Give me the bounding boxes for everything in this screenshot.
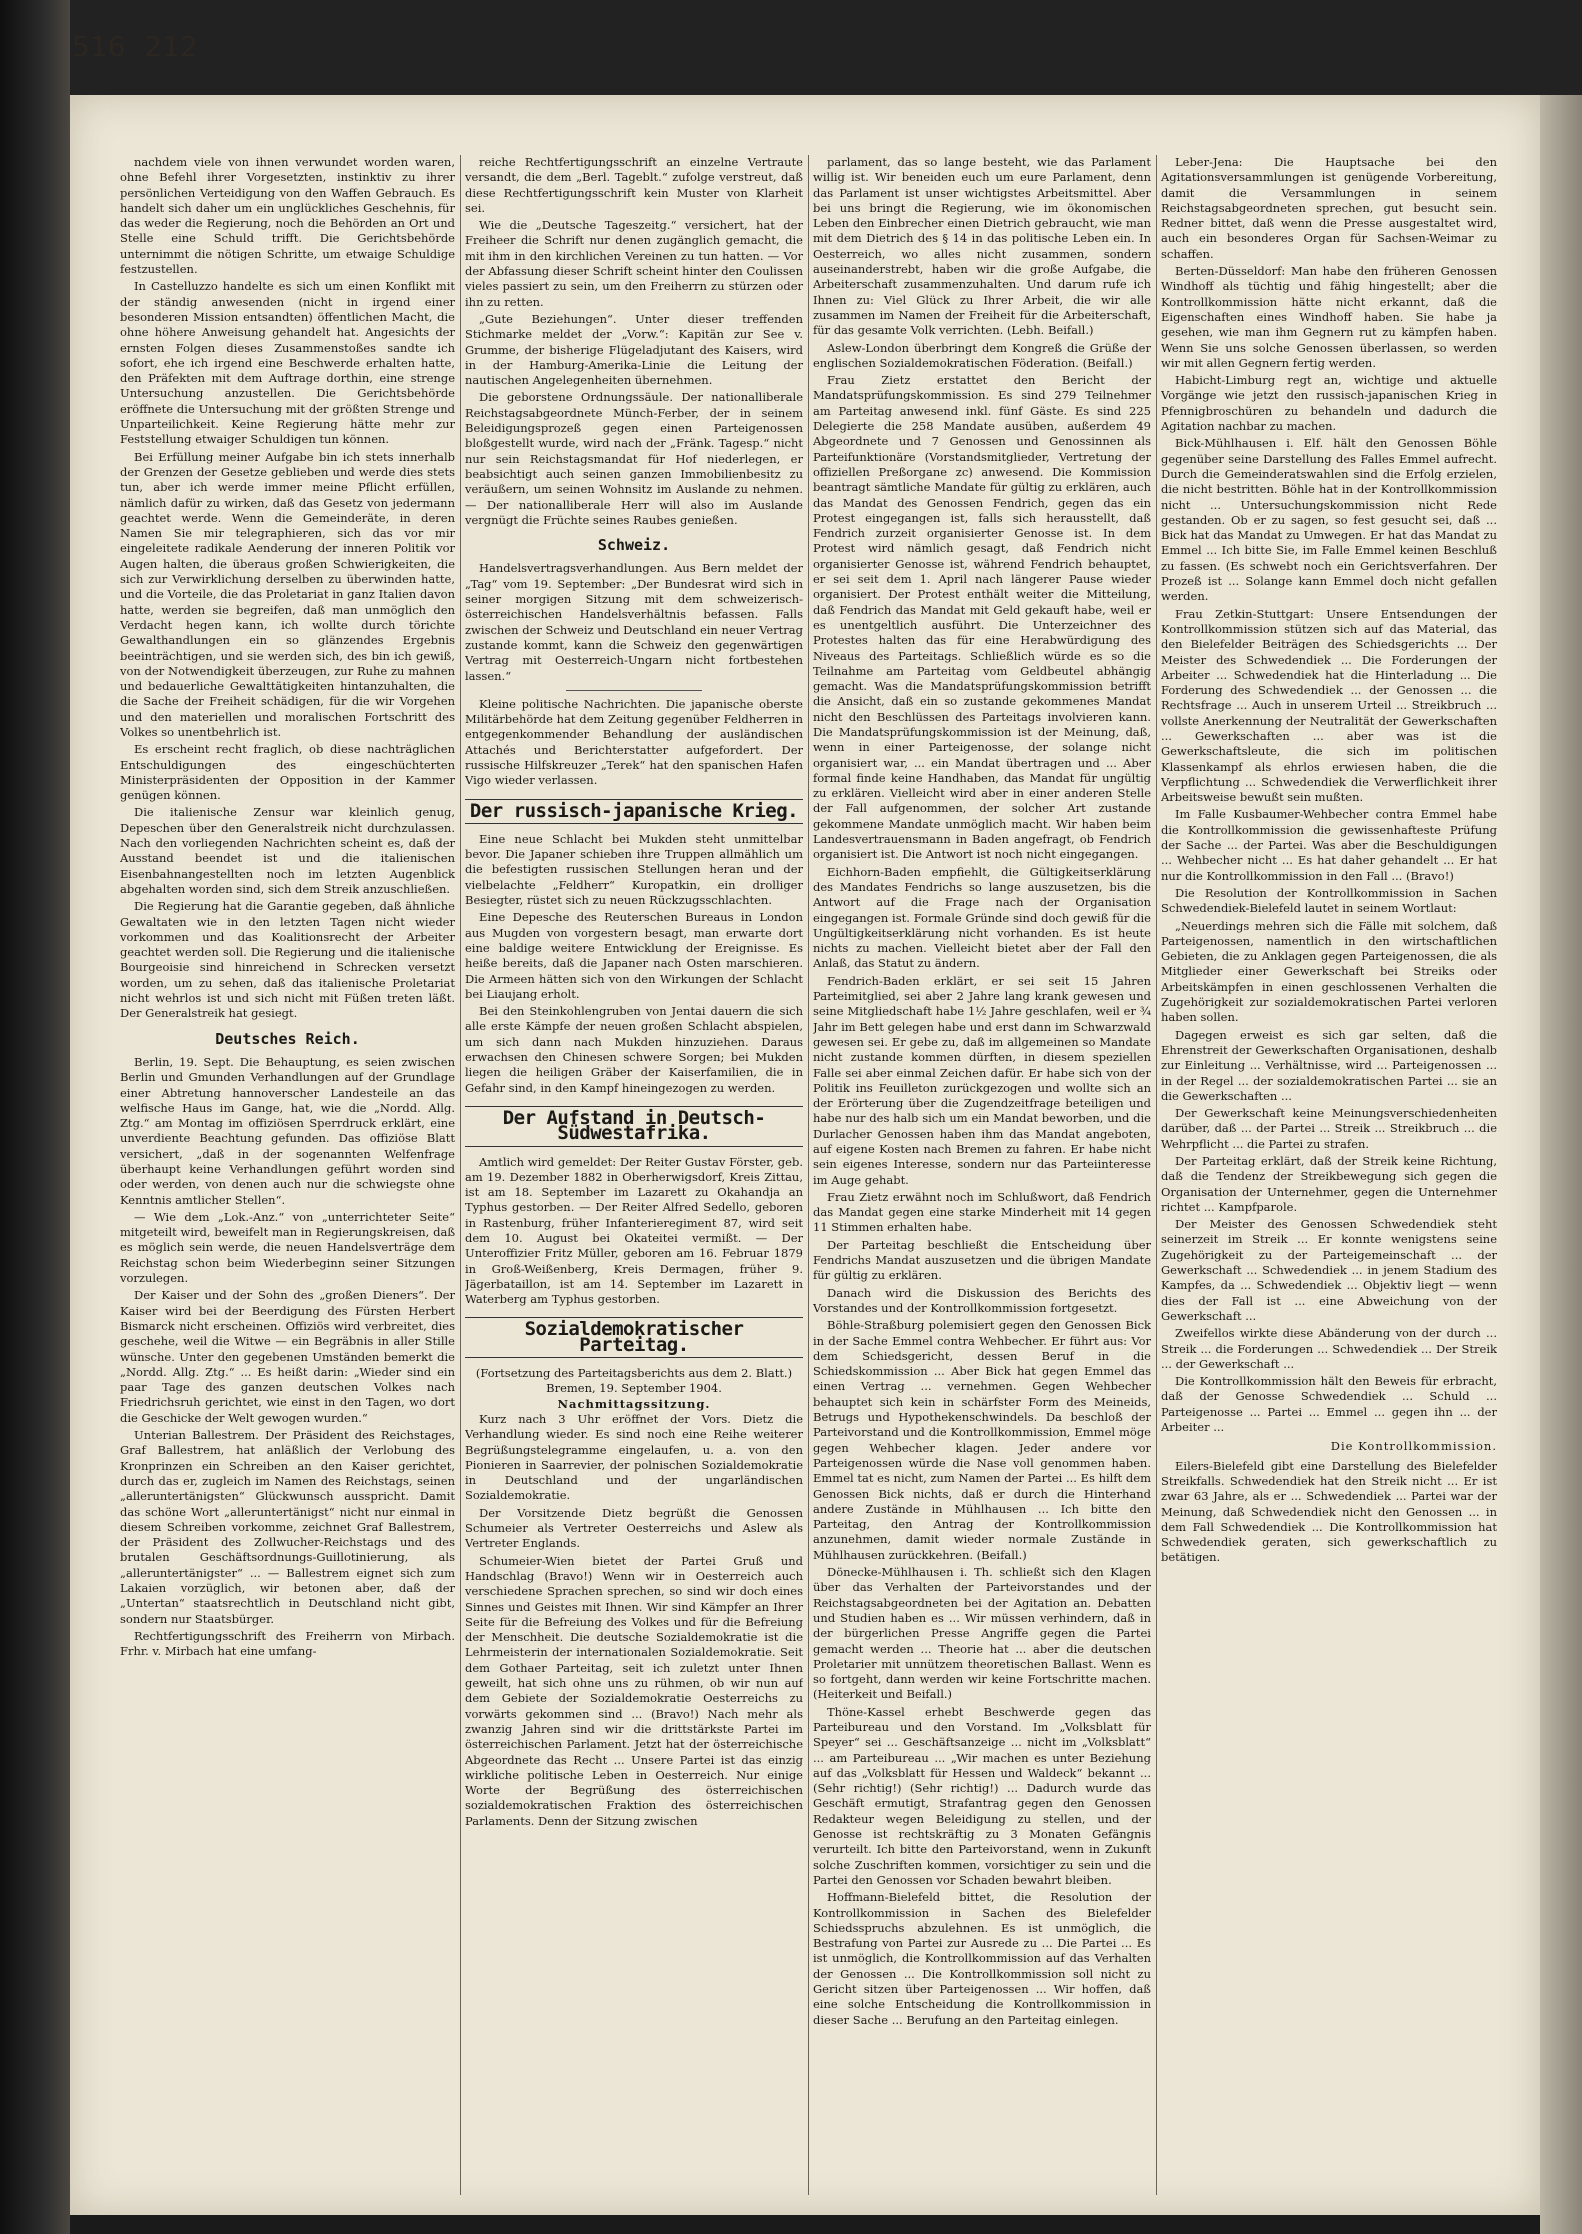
column-rule — [808, 155, 809, 2195]
article-paragraph: Der Parteitag erklärt, daß der Streik keine Richtung, daß die Tendenz der Streikbewegung sich gegen die Organisation der Unternehmer, gegen die Unternehmer richtet ... Kampfparole. — [1161, 1154, 1497, 1214]
article-paragraph: Kleine politische Nachrichten. Die japanische oberste Militärbehörde hat dem Zeitung gegenüber Feldherren in entgegenkommender Behandlung der ausländischen Attachés und Berichterstatter aufgefordert. Der russische Hilfskreuzer „Terek“ hat den spanischen Hafen Vigo wieder verlassen. — [465, 696, 803, 788]
article-paragraph: Handelsvertragsverhandlungen. Aus Bern meldet der „Tag“ vom 19. September: „Der Bundesrat wird sich in seiner morgigen Sitzung mit dem schweizerisch-österreichischen Handelsverhältnis befassen. Falls zwischen der Schweiz und Deutschland ein neuer Vertrag zustande kommt, kann die Schweiz den gegenwärtigen Vertrag mit Oesterreich-Ungarn nicht fortbestehen lassen.“ — [465, 561, 803, 683]
article-paragraph: Hoffmann-Bielefeld bittet, die Resolution der Kontrollkommission in Sachen des Bielefelder Schiedsspruchs abzulehnen. Es ist unmöglich, die Bestrafung von Partei zur Ausrede zu ... Die Partei ... Es ist unmöglich, die Kontrollkommission auf das Verhalten der Genossen ... Die Kontrollkommission soll nicht zu Gericht sitzen über Parteigenossen ... Wir hoffen, daß eine solche Entscheidung die Kontrollkommission in dieser Sache ... Berufung an den Parteitag einlegen. — [813, 1890, 1151, 2027]
section-heading: Sozialdemokratischer Parteitag. — [465, 1317, 803, 1358]
column-4 — [1161, 155, 1497, 2195]
article-paragraph: Bei den Steinkohlengruben von Jentai dauern die sich alle erste Kämpfe der neuen großen Schlacht abspielen, um sich dann nach Mukden hinzuziehen. Daraus erwachsen den Chinesen schwere Sorgen; bei Mukden liegen die heiligen Gräber der Kaiserfamilien, die in Gefahr sind, in den Kampf hineingezogen zu werden. — [465, 1004, 803, 1095]
newspaper-page — [70, 95, 1540, 2215]
article-paragraph: parlament, das so lange besteht, wie das Parlament willig ist. Wir beneiden euch um eure Parlament, denn das Parlament ist unser wichtigstes Arbeitsmittel. Aber bei uns bringt die Regierung, wie im ökonomischen Leben den Einbrecher einen Dietrich gebraucht, wie man mit dem Dietrich des § 14 in das politische Leben ein. In Oesterreich, wo alles nicht zusammen, sondern auseinanderstrebt, haben wir die große Aufgabe, die Arbeiterschaft zusammenzuhalten. Und darum rufe ich Ihnen zu: Viel Glück zu Ihrer Arbeit, die wir alle zusammen im Namen der Freiheit für die Arbeiterschaft, für das gesamte Volk verrichten. (Lebh. Beifall.) — [813, 155, 1151, 338]
article-paragraph: In Castelluzzo handelte es sich um einen Konflikt mit der ständig anwesenden (nicht in irgend einer besonderen Mission entsandten) öffentlichen Macht, die ohne höhere Anweisung gehandelt hat. Angesichts der ernsten Folgen dieses Zusammenstoßes sandte ich sofort, ehe ich irgend eine Beschwerde erhalten hatte, den Präfekten mit dem Auftrage dorthin, eine strenge Untersuchung anzustellen. Die Gerichtsbehörde eröffnete die Untersuchung mit der größten Strenge und Unparteilichkeit. Keine Regierung hätte mehr zur Feststellung etwaiger Schuldigen tun können. — [120, 279, 455, 447]
section-heading: Der Aufstand in Deutsch-Südwestafrika. — [465, 1106, 803, 1147]
article-paragraph: Die Regierung hat die Garantie gegeben, daß ähnliche Gewaltaten wie in den letzten Tagen nicht wieder vorkommen und das Koalitionsrecht der Arbeiter geachtet werden soll. Die Regierung und die italienische Bourgeoisie sind hinreichend in Schrecken versetzt worden, um zu sehen, daß das italienische Proletariat nicht wehrlos ist und sich nicht mit Füßen treten läßt. Der Generalstreik hat gesiegt. — [120, 899, 455, 1021]
article-paragraph: Der Vorsitzende Dietz begrüßt die Genossen Schumeier als Vertreter Oesterreichs und Aslew als Vertreter Englands. — [465, 1505, 803, 1551]
section-heading: Der russisch-japanische Krieg. — [465, 799, 803, 824]
article-paragraph: Der Gewerkschaft keine Meinungsverschiedenheiten darüber, daß ... der Partei ... Streik ... Streikbruch ... die Wehrpflicht ... die Partei zu strafen. — [1161, 1106, 1497, 1151]
article-paragraph: Eine Depesche des Reuterschen Bureaus in London aus Mugden von vorgestern besagt, man erwarte dort eine baldige weitere Entwicklung der Ereignisse. Es heiße bereits, daß die Japaner nach Osten marschieren. Die Armeen hätten sich von den Wirkungen der Schlacht bei Liaujang erholt. — [465, 910, 803, 1001]
divider — [566, 690, 701, 691]
column-1 — [120, 155, 455, 2195]
page-number — [72, 30, 198, 63]
article-paragraph: Habicht-Limburg regt an, wichtige und aktuelle Vorgänge wie jetzt den russisch-japanischen Krieg in Pfennigbroschüren zu behandeln und dadurch die Agitation nachbar zu machen. — [1161, 373, 1497, 434]
article-paragraph: reiche Rechtfertigungsschrift an einzelne Vertraute versandt, die dem „Berl. Tageblt.“ zufolge verstreut, daß diese Rechtfertigungsschrift kein Muster von Klarheit sei. — [465, 155, 803, 215]
signature: Die Kontrollkommission. — [1330, 1439, 1497, 1454]
article-paragraph: Unterian Ballestrem. Der Präsident des Reichstages, Graf Ballestrem, hat anläßlich der Verlobung des Kronprinzen ein Schreiben an den Kaiser gerichtet, durch das er, zugleich im Namen des Reichstags, seinen „alleruntertänigsten“ Glückwunsch ausspricht. Damit das schöne Wort „alleruntertänigst“ nicht nur einmal in diesem Schreiben vorkomme, zeichnet Graf Ballestrem, der Präsident des Zollwucher-Reichstags und des brutalen Geschäftsordnungs-Guillotinierung, als „alleruntertänigster“ ... — Ballestrem eignet sich zum Lakaien vorzüglich, wir betonen aber, daß der „Untertan“ staatsrechtlich in Deutschland nicht gibt, sondern nur Staatsbürger. — [120, 1428, 455, 1626]
article-paragraph: Eine neue Schlacht bei Mukden steht unmittelbar bevor. Die Japaner schieben ihre Truppen allmählich um die befestigten russischen Stellungen heran und der vielbelachte „Feldherr“ Kuropatkin, ein drolliger Besiegter, rüstet sich zu neuen Rückzugsschlachten. — [465, 831, 803, 908]
article-paragraph: Frau Zetkin-Stuttgart: Unsere Entsendungen der Kontrollkommission stützen sich auf das Material, das den Bielefelder Beiträgen des Schiedsgerichts ... Der Meister des Schwedendiek ... Die Forderungen der Arbeiter ... Schwedendiek hat die Hinterladung ... Die Forderung des Schwedendiek ... der Genossen ... die Rechtsfrage ... Auch in unserem Urteil ... Streikbruch ... vollste Anerkennung der Neutralität der Gewerkschaften ... Gewerkschaften ... aber was ist die Gewerkschaftsleute, die sich im politischen Klassenkampf als ehrlos erwiesen haben, die die Verpflichtung ... Schwedendiek die Verwerflichkeit ihrer Arbeitsweise bewußt sein mußten. — [1161, 606, 1497, 805]
page-number-print: 516 — [72, 30, 126, 63]
article-paragraph: Amtlich wird gemeldet: Der Reiter Gustav Förster, geb. am 19. Dezember 1882 in Oberherwigsdorf, Kreis Zittau, ist am 18. September im Lazarett zu Okahandja an Typhus gestorben. — Der Reiter Alfred Sedello, geboren in Rastenburg, früher Infanterieregiment 87, wird seit dem 10. August bei Okateitei vermißt. — Der Unteroffizier Fritz Müller, geboren am 16. Februar 1879 in Groß-Weißenberg, Kreis Dermagen, früher 9. Jägerbataillon, ist am 14. September im Lazarett in Waterberg am Typhus gestorben. — [465, 1154, 803, 1307]
article-paragraph: Wie die „Deutsche Tageszeitg.“ versichert, hat der Freiheer die Schrift nur denen zugänglich gemacht, die mit ihm in den kirchlichen Vereinen zu tun hatten. — Vor der Abfassung dieser Schrift scheint hinter den Coulissen vieles passiert zu sein, um den Freiherrn zu stürzen oder ihn zu retten. — [465, 218, 803, 309]
column-3 — [813, 155, 1151, 2195]
article-paragraph: „Gute Beziehungen“. Unter dieser treffenden Stichmarke meldet der „Vorw.“: Kapitän zur See v. Grumme, der bisherige Flügeladjutant des Kaisers, wird in der Hamburg-Amerika-Linie die Leitung der nautischen Angelegenheiten übernehmen. — [465, 311, 803, 388]
article-paragraph: „Neuerdings mehren sich die Fälle mit solchem, daß Parteigenossen, namentlich in den wirtschaftlichen Gebieten, die zu Anklagen gegen Parteigenossen, die als Mitglieder einer Gewerkschaft bei Streiks oder Arbeitskämpfen in einen geschlossenen Verhalten die Zugehörigkeit zur sozialdemokratischen Partei verloren haben sollen. — [1161, 918, 1497, 1025]
article-paragraph: Die Kontrollkommission hält den Beweis für erbracht, daß der Genosse Schwedendiek ... Schuld ... Parteigenosse ... Partei ... Emmel ... gegen ihn ... der Arbeiter ... — [1161, 1374, 1497, 1435]
article-paragraph: Frau Zietz erwähnt noch im Schlußwort, daß Fendrich das Mandat gegen eine starke Minderheit mit 14 gegen 11 Stimmen erhalten habe. — [813, 1189, 1151, 1235]
session-heading: Nachmittagssitzung. — [557, 1396, 711, 1411]
page-number-handwritten: 212 — [144, 30, 198, 63]
article-paragraph: Bei Erfüllung meiner Aufgabe bin ich stets innerhalb der Grenzen der Gesetze geblieben und werde dies stets tun, aber ich werde immer meine Pflicht erfüllen, nämlich dafür zu wirken, daß das Gesetz von jedermann geachtet werde. Wenn die Gemeinderäte, in deren Namen Sie mir telegraphieren, sich das vor mir eingeleitete radikale Aenderung der inneren Politik vor Augen halten, die überaus großen Schwierigkeiten, die sich zur Verwirklichung derselben zu überwinden hatte, und die Vorteile, die das Proletariat in ganz Italien davon hatte, werden sie begreifen, daß man unmöglich den Verdacht hegen kann, ich wollte durch törichte Gewalthandlungen ein so glänzendes Ergebnis beeinträchtigen, und sie werden sich, des bin ich gewiß, von der Notwendigkeit überzeugen, zur Ruhe zu mahnen und bedauerliche Gewalttätigkeiten hintanzuhalten, die die Sache der Freiheit schädigen, für die wir Vorgehen und den materiellen und moralischen Fortschritt des Volkes so unentbehrlich ist. — [120, 449, 455, 739]
article-paragraph: Die Resolution der Kontrollkommission in Sachen Schwedendiek-Bielefeld lautet in seinem Wortlaut: — [1161, 885, 1497, 916]
article-paragraph: Der Kaiser und der Sohn des „großen Dieners“. Der Kaiser wird bei der Beerdigung des Fürsten Herbert Bismarck nicht erscheinen. Offiziös wird verbreitet, dies geschehe, weil die Witwe — ein Begräbnis in aller Stille wünsche. Unter den gegebenen Umständen bemerkt die „Nordd. Allg. Ztg.“ ... Es heißt darin: „Wieder sind ein paar Tage des ganzen deutschen Volkes nach Friedrichsruh gerichtet, wie einst in den Tagen, wo dort die Geschicke der Welt gewogen wurden.“ — [120, 1288, 455, 1425]
article-paragraph: Rechtfertigungsschrift des Freiherrn von Mirbach. Frhr. v. Mirbach hat eine umfang- — [120, 1628, 455, 1659]
article-paragraph: Eilers-Bielefeld gibt eine Darstellung des Bielefelder Streikfalls. Schwedendiek hat den Streik nicht ... Er ist zwar 63 Jahre, als er ... Schwedendiek ... Partei war der Meinung, daß Schwedendiek nicht den Genossen ... in dem Fall Schwedendiek ... Die Kontrollkommission hat Schwedendiek geraten, sich gewerkschaftlich zu betätigen. — [1161, 1458, 1497, 1565]
section-heading: Deutsches Reich. — [215, 1029, 360, 1048]
article-paragraph: Dagegen erweist es sich gar selten, daß die Ehrenstreit der Gewerkschaften Organisationen, deshalb zur Einleitung ... Verhältnisse, wird ... Parteigenossen ... in der Regel ... der sozialdemokratischen Partei ... sie an die Gewerkschaften ... — [1161, 1027, 1497, 1103]
column-rule — [1156, 155, 1157, 2195]
scan-right-edge — [1540, 95, 1582, 2234]
scan-left-margin — [0, 0, 70, 2234]
article-paragraph: Schumeier-Wien bietet der Partei Gruß und Handschlag (Bravo!) Wenn wir in Oesterreich auch verschiedene Sprachen sprechen, so sind wir doch eines Sinnes und Geistes mit Ihnen. Wir sind Kämpfer an Ihrer Seite für die Befreiung des Volkes und für die Befreiung der Menschheit. Die deutsche Sozialdemokratie ist die Lehrmeisterin der internationalen Sozialdemokratie. Seit dem Gothaer Parteitag, seit ich zuletzt unter Ihnen geweilt, hat sich ohne uns zu rühmen, ob wir nun auf dem Gebiete der Sozialdemokratie Oesterreichs zu vorwärts gekommen sind ... (Bravo!) Nach mehr als zwanzig Jahren sind wir die drittstärkste Partei im österreichischen Parlament. Jetzt hat der österreichische Abgeordnete das Recht ... Unsere Partei ist das einzig wirkliche politische Leben in Oesterreich. Nur einige Worte der Begrüßung des österreichischen sozialdemokratischen Fraktion des österreichischen Parlaments. Denn der Sitzung zwischen — [465, 1553, 803, 1828]
article-paragraph: — Wie dem „Lok.-Anz.“ von „unterrichteter Seite“ mitgeteilt wird, beweifelt man in Regierungskreisen, daß es möglich sein werde, die neuen Handelsverträge dem Reichstag schon beim Wiederbeginn seiner Sitzungen vorzulegen. — [120, 1209, 455, 1286]
article-paragraph: Frau Zietz erstattet den Bericht der Mandatsprüfungskommission. Es sind 279 Teilnehmer am Parteitag anwesend inkl. fünf Gäste. Es sind 225 Delegierte die 258 Mandate ausüben, außerdem 49 Abgeordnete und 7 Genossen und Genossinnen als Parteifunktionäre (Vorstandsmitglieder, Vertretung der offiziellen Preßorgane zc) anwesend. Die Kommission beantragt sämtliche Mandate für gültig zu erklären, auch das Mandat des Genossen Fendrich, gegen das ein Protest eingegangen ist, falls sich herausstellt, daß Fendrich zurzeit organisierter Genosse ist. In dem Protest wird nämlich gesagt, daß Fendrich nicht organisierter Genosse ist, während Fendrich behauptet, er sei seit dem 1. April nach längerer Pause wieder organisiert. Der Protest enthält weiter die Mitteilung, daß Fendrich das Mandat mit Geld gekauft habe, weil er es unentgeltlich ausführt. Die Unterzeichner des Protestes halten das für eine Herabwürdigung des Niveaus des Parteitags. Schließlich würde es so die Teilnahme am Parteitag vom Geldbeutel abhängig gemacht. Was die Mandatsprüfungskommission betrifft die Ansicht, daß ein so zustande gekommenes Mandat nicht den Beschlüssen des Parteitags involvieren kann. Die Mandatsprüfungskommission ist der Meinung, daß, wenn in einer Parteigenosse, der solange nicht organisiert war, ... ein Mandat übertragen und ... Aber formal finde keine Handhaben, das Mandat für ungültig zu erklären. Vielleicht wird aber in einer anderen Stelle der Fall aufgenommen, der solcher Art zustande gekommene Mandate unmöglich macht. Wir haben beim Landesvertrauensmann in Baden angefragt, ob Fendrich organisiert ist. Die Antwort ist noch nicht eingegangen. — [813, 373, 1151, 862]
article-paragraph: Leber-Jena: Die Hauptsache bei den Agitationsversammlungen ist genügende Vorbereitung, damit die Versammlungen in seinem Reichstagsabgeordneten sprechen, gut besucht sein. Redner bittet, daß wenn die Presse ausgestaltet wird, auch ein besonderes Organ für Sachsen-Weimar zu schaffen. — [1161, 155, 1497, 261]
article-paragraph: Im Falle Kusbaumer-Wehbecher contra Emmel habe die Kontrollkommission die gewissenhafteste Prüfung der Sache ... der Partei. Was aber die Beschuldigungen ... Wehbecher nicht ... Es hat daher gehandelt ... Er hat nur die Kontrollkommission in den Fall ... (Bravo!) — [1161, 807, 1497, 883]
article-paragraph: Danach wird die Diskussion des Berichts des Vorstandes und der Kontrollkommission fortgesetzt. — [813, 1285, 1151, 1315]
article-paragraph: Die geborstene Ordnungssäule. Der nationalliberale Reichstagsabgeordnete Münch-Ferber, der in seinem Beleidigungsprozeß gegen einen Parteigenossen bloßgestellt wurde, wird nach der „Fränk. Tagesp.“ nicht nur sein Reichstagsmandat für Hof niederlegen, er beabsichtigt auch seinen ganzen Immobilienbesitz zu veräußern, um seinen Wohnsitz im Auslande zu nehmen. — Der nationalliberale Herr will also im Auslande vergnügt die Früchte seines Raubes genießen. — [465, 390, 803, 527]
article-paragraph: nachdem viele von ihnen verwundet worden waren, ohne Befehl ihrer Vorgesetzten, instinktiv zu ihrer persönlichen Verteidigung von den Waffen Gebrauch. Es handelt sich daher um ein unglückliches Geschehnis, für das weder die Regierung, noch die Behörden an Ort und Stelle eine Schuld trifft. Die Gerichtsbehörde unternimmt die nötigen Schritte, um etwaige Schuldige festzustellen. — [120, 155, 455, 277]
article-paragraph: Thöne-Kassel erhebt Beschwerde gegen das Parteibureau und den Vorstand. Im „Volksblatt für Speyer“ sei ... Geschäftsanzeige ... nicht im „Volksblatt“ ... am Parteibureau ... „Wir machen es unter Beziehung auf das „Volksblatt für Hessen und Waldeck“ bekannt ... (Sehr richtig!) (Sehr richtig!) ... Dadurch wurde das Geschäft ermutigt, Strafantrag gegen den Genossen Redakteur wegen Beleidigung zu stellen, und der Genosse ist rechtskräftig zu 3 Monaten Gefängnis verurteilt. Ich bitte den Parteivorstand, wenn in Zukunft solche Zuschriften kommen, vorsichtiger zu sein und die Partei den Genossen vor Schaden bewahrt bleiben. — [813, 1704, 1151, 1887]
article-paragraph: Es erscheint recht fraglich, ob diese nachträglichen Entschuldigungen des eingeschüchterten Ministerpräsidenten der Opposition in der Kammer genügen können. — [120, 742, 455, 803]
article-paragraph: Kurz nach 3 Uhr eröffnet der Vors. Dietz die Verhandlung wieder. Es sind noch eine Reihe weiterer Begrüßungstelegramme eingelaufen, u. a. von den Pionieren in Saarrevier, der polnischen Sozialdemokratie in Deutschland und der ungarländischen Sozialdemokratie. — [465, 1411, 803, 1503]
article-paragraph: Der Parteitag beschließt die Entscheidung über Fendrichs Mandat auszusetzen und die übrigen Mandate für gültig zu erklären. — [813, 1237, 1151, 1283]
article-paragraph: Aslew-London überbringt dem Kongreß die Grüße der englischen Sozialdemokratischen Föderation. (Beifall.) — [813, 340, 1151, 370]
dateline: Bremen, 19. September 1904. — [546, 1381, 722, 1396]
article-paragraph: Berten-Düsseldorf: Man habe den früheren Genossen Windhoff als tüchtig und fähig hingestellt; aber die Kontrollkommission hätte nicht erkannt, daß die Eigenschaften eines Windhoff haben. Sie habe ja gesehen, wie man ihm Gegnern rut zu kämpfen haben. Wenn Sie uns solche Genossen überlassen, so werden wir mit allen Gegnern fertig werden. — [1161, 264, 1497, 370]
article-paragraph: Dönecke-Mühlhausen i. Th. schließt sich den Klagen über das Verhalten der Parteivorstandes und der Reichstagsabgeordneten bei der Agitation an. Debatten und Studien haben es ... Wir müssen verhindern, daß in der bürgerlichen Presse Angriffe gegen die Partei gemacht werden ... Theorie hat ... aber die deutschen Proletarier mit unnützem theoretischen Ballast. Wenn es so fortgeht, dann werden wir keine Fortschritte machen. (Heiterkeit und Beifall.) — [813, 1565, 1151, 1702]
article-paragraph: Bick-Mühlhausen i. Elf. hält den Genossen Böhle gegenüber seine Darstellung des Falles Emmel aufrecht. Durch die Gemeinderatswahlen sind die Erfolg erzielen, die nicht bestritten. Böhle hat in der Kontrollkommission nicht ... Untersuchungskommission nicht Rede gestanden. Ob er zu sagen, so fest gesucht sei, daß ... Bick hat das Mandat zu Umwegen. Er hat das Mandat zu Emmel ... Ich bitte Sie, im Falle Emmel keinen Beschluß zu fassen. (Es schwebt noch ein Gerichtsverfahren. Der Prozeß ist ... Solange kann Emmel doch nicht gefallen werden. — [1161, 436, 1497, 604]
article-paragraph: Berlin, 19. Sept. Die Behauptung, es seien zwischen Berlin und Gmunden Verhandlungen auf der Grundlage einer Abtretung hannoverscher Landesteile an das welfische Haus im Gange, hat, wie die „Nordd. Allg. Ztg.“ am Montag im offiziösen Sperrdruck erklärt, eine unverdiente Beachtung gefunden. Das offiziöse Blatt versichert, „daß in der sogenannten Welfenfrage überhaupt keine Verhandlungen geführt worden sind oder werden, von denen auch nur die schwiegste ohne Kenntnis amtlicher Stellen“. — [120, 1054, 455, 1207]
article-paragraph: Eichhorn-Baden empfiehlt, die Gültigkeitserklärung des Mandates Fendrichs so lange auszusetzen, bis die Antwort auf die Frage nach der Organisation eingegangen ist. Formale Gründe sind doch gewiß für die Ungültigkeitserklärung nicht vorhanden. Es ist heute nichts zu machen. Vielleicht bietet aber der Fall den Anlaß, das Statut zu ändern. — [813, 864, 1151, 971]
section-subheading: (Fortsetzung des Parteitagsberichts aus dem 2. Blatt.) — [475, 1366, 793, 1381]
scan-top-margin — [70, 0, 1582, 95]
article-paragraph: Fendrich-Baden erklärt, er sei seit 15 Jahren Parteimitglied, sei aber 2 Jahre lang krank gewesen und seine Mitgliedschaft habe 1½ Jahre geschlafen, weil er ¾ Jahr im Bett gelegen habe und erst dann im Schwarzwald gewesen sei. Er gebe zu, daß im allgemeinen so Mandate nicht zustande kommen dürften, in diesem speziellen Falle sei aber einmal Zeichen dafür. Er habe sich von der Politik ins Feuilleton zurückgezogen und wollte sich an der Erörterung über die Zugendzeitfrage beteiligen und habe nur des halb sich um ein Mandat beworben, und die Durlacher Genossen haben ihm das Mandat angeboten, auf eigene Kosten nach Bremen zu fahren. Er habe nicht sein eigenes Interesse, sondern nur das Parteiinteresse im Auge gehabt. — [813, 973, 1151, 1187]
article-paragraph: Böhle-Straßburg polemisiert gegen den Genossen Bick in der Sache Emmel contra Wehbecher. Er führt aus: Vor dem Schiedsgericht, dessen Beruf in die Schiedskommission ... Aber Bick hat gegen Emmel das einen Vertrag ... vernehmen. Gegen Wehbecher behauptet sich kein in schärfster Form des Meineids, Betrugs und Hypothekenschwindels. Da beschloß der Parteivorstand und die Kontrollkommission, Emmel möge gegen Wehbecher klagen. Jeder andere vor Parteigenossen würde die Nase voll genommen haben. Emmel tat es nicht, zum Namen der Partei ... Es hilft dem Genossen Bick nichts, daß er durch die Hinterhand andere Zustände in Mühlhausen ... Ich bitte den Parteitag, den Antrag der Kontrollkommission anzunehmen, damit wieder normale Zustände in Mühlhausen zurückkehren. (Beifall.) — [813, 1318, 1151, 1562]
article-paragraph: Der Meister des Genossen Schwedendiek steht seinerzeit im Streik ... Er konnte wenigstens seine Zugehörigkeit zu der Parteigemeinschaft ... der Gewerkschaft ... Schwedendiek ... in jenem Stadium des Kampfes, da ... Schwedendiek ... Objektiv liegt — wenn dies der Fall ist ... eine Abweichung von der Gewerkschaft ... — [1161, 1217, 1497, 1323]
section-heading: Schweiz. — [597, 536, 671, 555]
article-paragraph: Zweifellos wirkte diese Abänderung von der durch ... Streik ... die Forderungen ... Schwedendiek ... Der Streik ... der Gewerkschaft ... — [1161, 1326, 1497, 1371]
column-2 — [465, 155, 803, 2195]
column-rule — [460, 155, 461, 2195]
article-paragraph: Die italienische Zensur war kleinlich genug, Depeschen über den Generalstreik nicht durchzulassen. Nach den vorliegenden Nachrichten scheint es, daß der Ausstand beendet ist und die italienischen Eisenbahnangestellten noch im letzten Augenblick abgehalten worden sind, sich dem Streik anzuschließen. — [120, 805, 455, 896]
